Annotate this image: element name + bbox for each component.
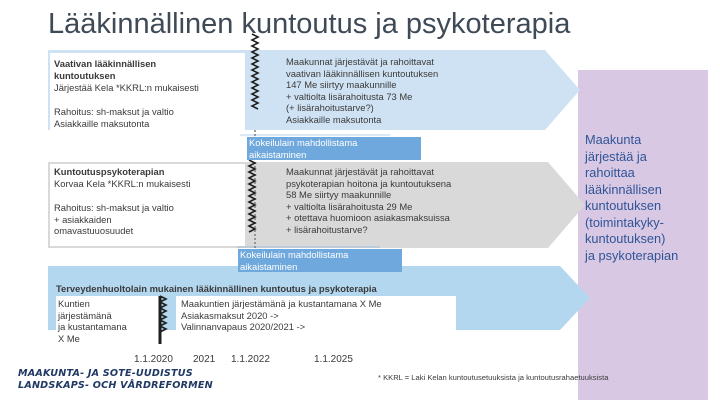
row2-kokeilu-label: Kokeilulain mahdollistama aikaistaminen xyxy=(238,249,402,272)
row1-left-body: Järjestää Kela *KKRL:n mukaisesti xyxy=(54,82,199,93)
row2-left-body: Korvaa Kela *KKRL:n mukaisesti xyxy=(54,178,191,189)
date-2021: 2021 xyxy=(193,354,216,365)
row1-right-text: Maakunnat järjestävät ja rahoittavat vaativan lääkinnällisen kuntoutuksen 147 Me siirtyy maakunnille + valtiolta lisärahoitusta 73 Me (+ lisärahoitustarve?) Asiakkaille maksutonta xyxy=(286,56,439,125)
bottom-header: Terveydenhuoltolain mukainen lääkinnällinen kuntoutus ja psykoterapia xyxy=(56,283,377,294)
date-2025: 1.1.2025 xyxy=(314,354,353,365)
bottom-left-text: Kuntien järjestämänä ja kustantamana X Me xyxy=(58,298,127,344)
reform-logo-text: MAAKUNTA- JA SOTE-UUDISTUS LANDSKAPS- OCH VÅRDREFORMEN xyxy=(18,368,213,391)
bottom-right-text: Maakuntien järjestämänä ja kustantamana X Me Asiakasmaksut 2020 -> Valinnanvapaus 2020/2021 -> xyxy=(181,298,382,333)
date-2022: 1.1.2022 xyxy=(231,354,270,365)
row1-kokeilu-label: Kokeilulain mahdollistama aikaistaminen xyxy=(247,137,421,160)
row2-left-title: Kuntoutuspsykoterapian xyxy=(54,166,165,177)
row1-left-title: Vaativan lääkinnällisen kuntoutuksen xyxy=(54,58,157,81)
page-title: Lääkinnällinen kuntoutus ja psykoterapia xyxy=(48,8,571,40)
row2-right-text: Maakunnat järjestävät ja rahoittavat psykoterapian hoitona ja kuntoutuksena 58 Me siirtyy maakunnille + valtiolta lisärahoitusta 29 Me + otettava huomioon asiakasmaksuissa + lisärahoitustarve? xyxy=(286,166,452,235)
row1-left-funding: Rahoitus: sh-maksut ja valtio Asiakkaille maksutonta xyxy=(54,106,174,129)
date-2020: 1.1.2020 xyxy=(134,354,173,365)
footnote: * KKRL = Laki Kelan kuntoutusetuuksista ja kuntoutusrahaetuuksista xyxy=(378,373,609,382)
purple-summary-text: Maakunta järjestää ja rahoittaa lääkinnällisen kuntoutuksen (toimintakyky- kuntoutuksen) ja psykoterapian xyxy=(585,132,679,263)
row2-left-funding: Rahoitus: sh-maksut ja valtio + asiakkaiden omavastuuosuudet xyxy=(54,202,174,237)
